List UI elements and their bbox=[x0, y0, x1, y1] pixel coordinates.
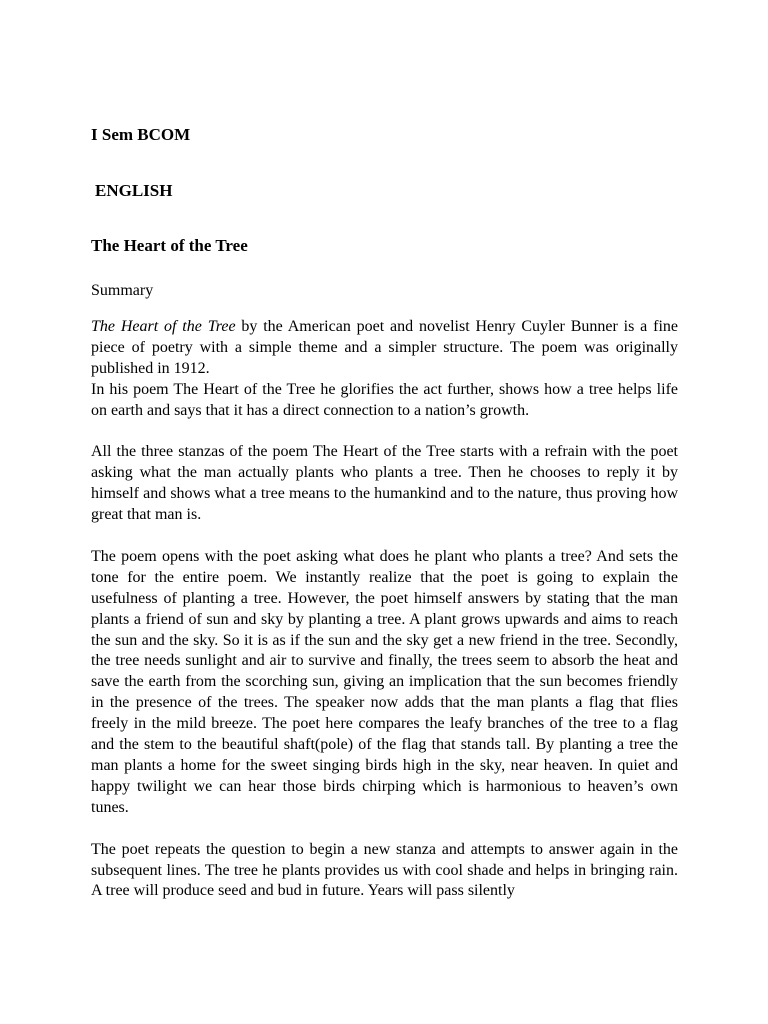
paragraph-2: All the three stanzas of the poem The Heart of the Tree starts with a refrain with the poet asking what the man actually plants who plants a tree. Then he chooses to reply it by himself and shows what a tree means to the humankind and to the nature, thus proving how great that man is. bbox=[91, 443, 678, 524]
paragraph-4: The poet repeats the question to begin a new stanza and attempts to answer again in the subsequent lines. The tree he plants provides us with cool shade and helps in bringing rain. A tree will produce seed and bud in future. Years will pass silently bbox=[91, 840, 678, 900]
intro-italic-title: The Heart of the Tree bbox=[91, 318, 236, 335]
intro-text: by the American poet and novelist Henry Cuyler Bunner is a fine piece of poetry with a simple theme and a simpler structure. The poem was originally published in 1912. bbox=[91, 318, 678, 377]
section-label: Summary bbox=[91, 282, 154, 299]
intro-paragraph bbox=[91, 317, 678, 380]
paragraph-1: In his poem The Heart of the Tree he glorifies the act further, shows how a tree helps life on earth and says that it has a direct connection to a nation’s growth. bbox=[91, 380, 678, 419]
summary-body bbox=[91, 317, 678, 923]
poem-title: The Heart of the Tree bbox=[91, 236, 248, 255]
paragraph-3: The poem opens with the poet asking what does he plant who plants a tree? And sets the tone for the entire poem. We instantly realize that the poet is going to explain the usefulness of planting a tree. However, the poet himself answers by stating that the man plants a friend of sun and sky by planting a tree. A plant grows upwards and aims to reach the sun and the sky. So it is as if the sun and the sky get a new friend in the tree. Secondly, the tree needs sunlight and air to survive and finally, the trees seem to absorb the heat and save the earth from the scorching sun, giving an implication that the sun becomes friendly in the presence of the trees. The speaker now adds that the man plants a flag that flies freely in the mild breeze. The poet here compares the leafy branches of the tree to a flag and the stem to the beautiful shaft(pole) of the flag that stands tall. By planting a tree the man plants a home for the sweet singing birds high in the sky, near heaven. In quiet and happy twilight we can hear those birds chirping which is harmonious to heaven’s own tunes. bbox=[91, 547, 678, 816]
subject-heading: ENGLISH bbox=[95, 181, 173, 200]
course-heading: I Sem BCOM bbox=[91, 125, 191, 144]
